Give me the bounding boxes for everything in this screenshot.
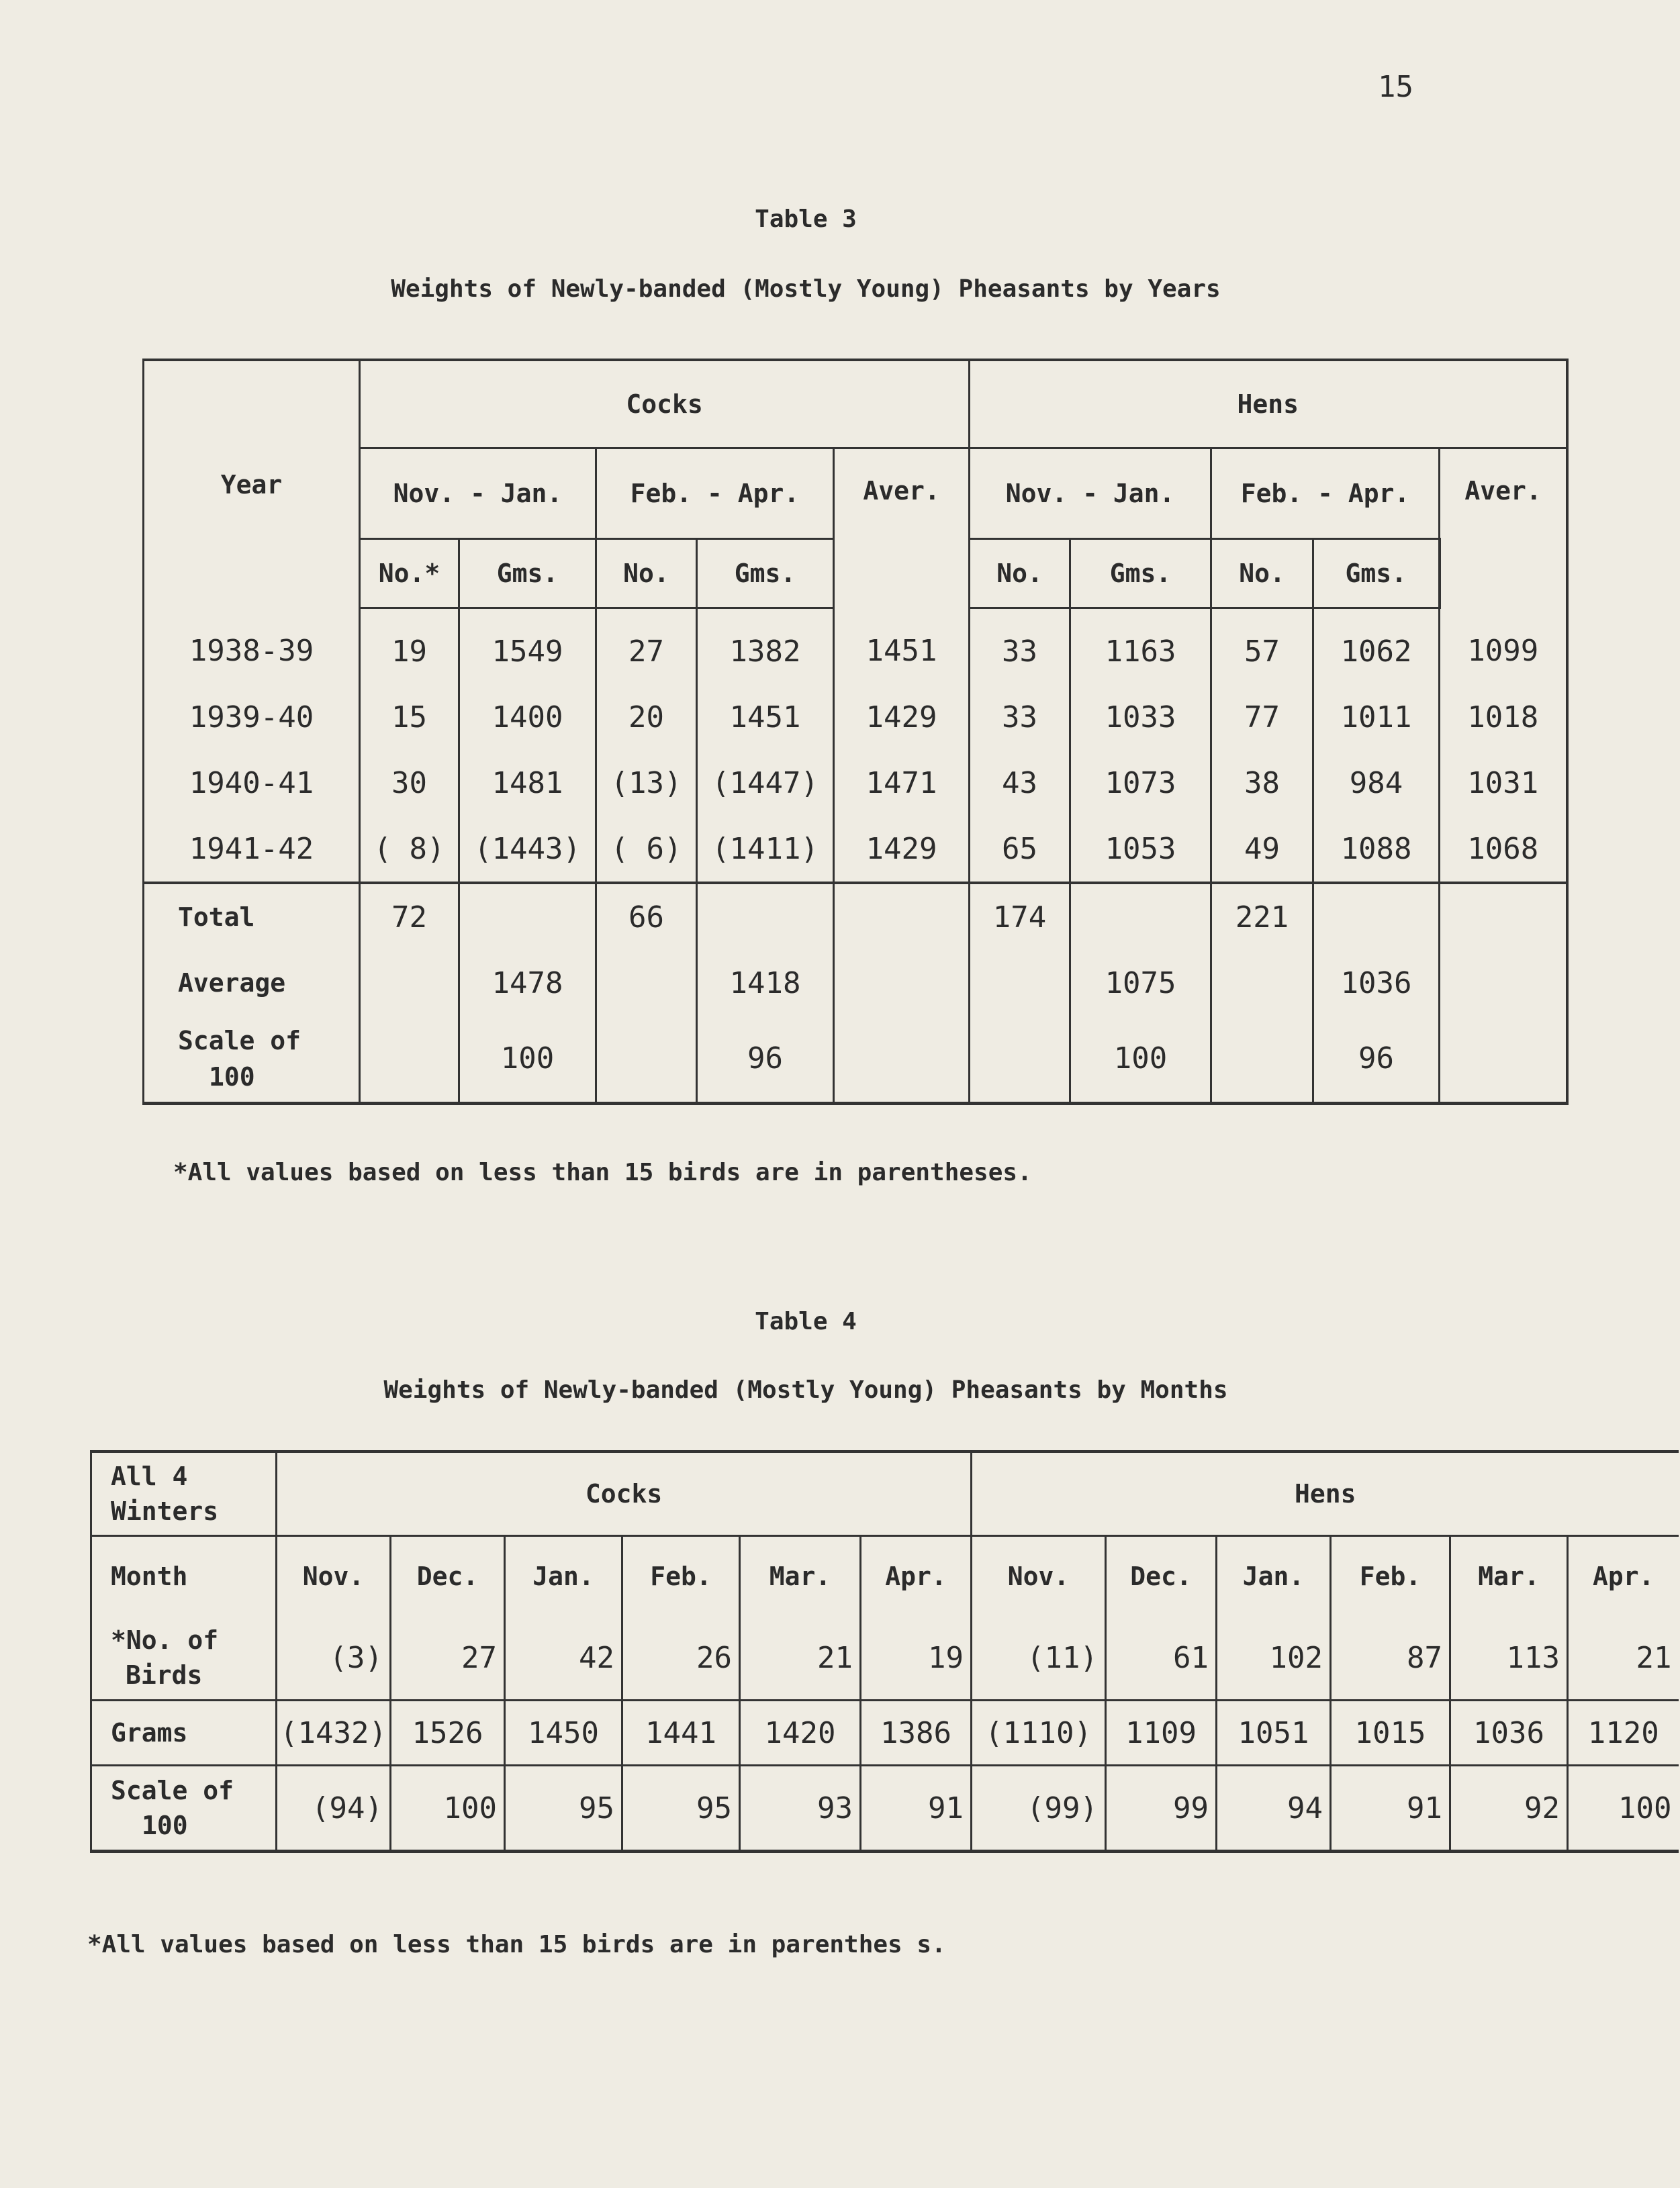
cell: 19 (360, 608, 459, 685)
hens-aver-header: Aver. (1440, 448, 1567, 608)
table-3-title: Weights of Newly-banded (Mostly Young) Pheasants by Years (391, 275, 1221, 303)
cell (596, 1016, 697, 1103)
cell (360, 1016, 459, 1103)
row-label: Average (144, 950, 360, 1016)
cell (596, 950, 697, 1016)
cell (970, 1016, 1070, 1103)
hens-no-header: No. (1211, 539, 1313, 608)
cocks-no-header: No.* (360, 539, 459, 608)
hens-header: Hens (972, 1452, 1679, 1536)
cell: 49 (1211, 816, 1313, 883)
cell: 1451 (834, 608, 970, 685)
cell: (1443) (459, 816, 596, 883)
cell: 1031 (1440, 750, 1567, 816)
cell: 1051 (1217, 1701, 1331, 1766)
cell: (1411) (697, 816, 834, 883)
row-label-line: Scale of (111, 1776, 234, 1805)
cell: 1120 (1568, 1701, 1679, 1766)
cell: 1163 (1070, 608, 1211, 685)
table-row (144, 816, 1567, 883)
cell: 1011 (1313, 684, 1440, 750)
cell: 95 (622, 1766, 740, 1852)
cell: 1938-39 (144, 608, 360, 685)
cell: 1420 (740, 1701, 861, 1766)
cell: 21 (740, 1616, 861, 1701)
table-3-label: Table 3 (755, 205, 857, 233)
table-row (91, 1701, 1679, 1766)
table-4 (90, 1450, 1679, 1853)
row-label-line: Scale of (178, 1025, 301, 1055)
corner-label-line: Winters (111, 1496, 219, 1526)
cell: 1075 (1070, 950, 1211, 1016)
cell: 1386 (861, 1701, 972, 1766)
cell: (1110) (972, 1701, 1106, 1766)
cocks-aver-header: Aver. (834, 448, 970, 608)
cell: 91 (1331, 1766, 1450, 1852)
cell: (13) (596, 750, 697, 816)
cell (1211, 950, 1313, 1016)
table-row (144, 608, 1567, 685)
table-row (91, 1766, 1679, 1852)
cell: 1382 (697, 608, 834, 685)
cocks-gms-header: Gms. (697, 539, 834, 608)
cell: 174 (970, 883, 1070, 950)
row-label-line: Birds (126, 1660, 203, 1690)
cell: 1451 (697, 684, 834, 750)
cell (1440, 1016, 1567, 1103)
cell: (11) (972, 1616, 1106, 1701)
cell (834, 950, 970, 1016)
cell: 27 (391, 1616, 505, 1701)
cell: 15 (360, 684, 459, 750)
cell: 42 (505, 1616, 622, 1701)
table-4-footnote: *All values based on less than 15 birds are in parenthes s. (87, 1931, 946, 1958)
corner-label (91, 1452, 277, 1536)
hens-header: Hens (970, 360, 1567, 448)
cell: 38 (1211, 750, 1313, 816)
cell: 1940-41 (144, 750, 360, 816)
table-row (144, 750, 1567, 816)
cell: 1015 (1331, 1701, 1450, 1766)
cell: 100 (459, 1016, 596, 1103)
cell: 1429 (834, 684, 970, 750)
row-label (91, 1766, 277, 1852)
table-3 (142, 359, 1569, 1105)
cell (697, 883, 834, 950)
cocks-gms-header: Gms. (459, 539, 596, 608)
cell: 30 (360, 750, 459, 816)
cell: 1478 (459, 950, 596, 1016)
cell (1070, 883, 1211, 950)
cell: 1450 (505, 1701, 622, 1766)
cell (834, 883, 970, 950)
cocks-header: Cocks (277, 1452, 972, 1536)
cell: 1526 (391, 1701, 505, 1766)
cell (834, 1016, 970, 1103)
cell: 1418 (697, 950, 834, 1016)
cell: (1447) (697, 750, 834, 816)
cell: 96 (1313, 1016, 1440, 1103)
row-label (91, 1616, 277, 1701)
row-label-line: 100 (209, 1061, 255, 1092)
hens-feb-apr-header: Feb. - Apr. (1211, 448, 1440, 539)
cell: 1036 (1313, 950, 1440, 1016)
cell: 1109 (1106, 1701, 1217, 1766)
year-header: Year (144, 360, 360, 608)
cell: 1481 (459, 750, 596, 816)
cocks-nov-jan-header: Nov. - Jan. (360, 448, 596, 539)
cell: 43 (970, 750, 1070, 816)
cell: 100 (1568, 1766, 1679, 1852)
cell: ( 6) (596, 816, 697, 883)
row-label-line: *No. of (111, 1625, 219, 1655)
table-row (144, 883, 1567, 950)
cell: 99 (1106, 1766, 1217, 1852)
cell: 1099 (1440, 608, 1567, 685)
cell (1211, 1016, 1313, 1103)
hens-nov-jan-header: Nov. - Jan. (970, 448, 1211, 539)
cell: 1471 (834, 750, 970, 816)
cell: 65 (970, 816, 1070, 883)
cell: (99) (972, 1766, 1106, 1852)
cell: 93 (740, 1766, 861, 1852)
cell: (94) (277, 1766, 391, 1852)
cell: 77 (1211, 684, 1313, 750)
month-header: Feb. (1331, 1536, 1450, 1617)
table-row (144, 1016, 1567, 1103)
cell (360, 950, 459, 1016)
cell: 1062 (1313, 608, 1440, 685)
cell: 1088 (1313, 816, 1440, 883)
cell: 1053 (1070, 816, 1211, 883)
cell: 221 (1211, 883, 1313, 950)
cell: 1018 (1440, 684, 1567, 750)
table-4-title: Weights of Newly-banded (Mostly Young) Pheasants by Months (383, 1376, 1228, 1404)
row-label-line: 100 (142, 1811, 188, 1840)
month-header: Mar. (1450, 1536, 1568, 1617)
cell: 87 (1331, 1616, 1450, 1701)
hens-gms-header: Gms. (1313, 539, 1440, 608)
row-label: Grams (91, 1701, 277, 1766)
cocks-header: Cocks (360, 360, 970, 448)
month-header: Apr. (861, 1536, 972, 1617)
cell (970, 950, 1070, 1016)
cell: 20 (596, 684, 697, 750)
hens-gms-header: Gms. (1070, 539, 1211, 608)
cell: ( 8) (360, 816, 459, 883)
cell: 1068 (1440, 816, 1567, 883)
table-3-footnote: *All values based on less than 15 birds are in parentheses. (173, 1159, 1032, 1186)
row-label: Total (144, 883, 360, 950)
page-number: 15 (1378, 70, 1413, 104)
table-4-label: Table 4 (755, 1308, 857, 1335)
cell: (3) (277, 1616, 391, 1701)
cell: 1036 (1450, 1701, 1568, 1766)
cell: 61 (1106, 1616, 1217, 1701)
cell: 91 (861, 1766, 972, 1852)
table-row (91, 1616, 1679, 1701)
table-row (144, 684, 1567, 750)
month-header: Nov. (972, 1536, 1106, 1617)
cell: 72 (360, 883, 459, 950)
month-header: Jan. (1217, 1536, 1331, 1617)
month-header: Dec. (391, 1536, 505, 1617)
cell: 1441 (622, 1701, 740, 1766)
cell: 1033 (1070, 684, 1211, 750)
cell: 94 (1217, 1766, 1331, 1852)
cell: (1432) (277, 1701, 391, 1766)
cell: 95 (505, 1766, 622, 1852)
month-header: Feb. (622, 1536, 740, 1617)
cell: 1939-40 (144, 684, 360, 750)
cell (1440, 883, 1567, 950)
cell (459, 883, 596, 950)
cell: 27 (596, 608, 697, 685)
cell (1313, 883, 1440, 950)
table-row (144, 950, 1567, 1016)
corner-label-line: All 4 (111, 1462, 188, 1491)
cell: 66 (596, 883, 697, 950)
month-header: Dec. (1106, 1536, 1217, 1617)
cell: 1549 (459, 608, 596, 685)
cell: 100 (391, 1766, 505, 1852)
cell: 113 (1450, 1616, 1568, 1701)
cell: 100 (1070, 1016, 1211, 1103)
cell (1440, 950, 1567, 1016)
cell: 1941-42 (144, 816, 360, 883)
cell: 1400 (459, 684, 596, 750)
month-header: Nov. (277, 1536, 391, 1617)
cocks-no-header: No. (596, 539, 697, 608)
cell: 1429 (834, 816, 970, 883)
cell: 92 (1450, 1766, 1568, 1852)
month-header: Jan. (505, 1536, 622, 1617)
cell: 984 (1313, 750, 1440, 816)
month-header: Apr. (1568, 1536, 1679, 1617)
cell: 57 (1211, 608, 1313, 685)
cocks-feb-apr-header: Feb. - Apr. (596, 448, 834, 539)
row-label: Month (91, 1536, 277, 1617)
cell: 19 (861, 1616, 972, 1701)
cell: 33 (970, 684, 1070, 750)
cell: 1073 (1070, 750, 1211, 816)
cell: 102 (1217, 1616, 1331, 1701)
cell: 33 (970, 608, 1070, 685)
hens-no-header: No. (970, 539, 1070, 608)
cell: 26 (622, 1616, 740, 1701)
row-label (144, 1016, 360, 1103)
cell: 21 (1568, 1616, 1679, 1701)
cell: 96 (697, 1016, 834, 1103)
month-header: Mar. (740, 1536, 861, 1617)
